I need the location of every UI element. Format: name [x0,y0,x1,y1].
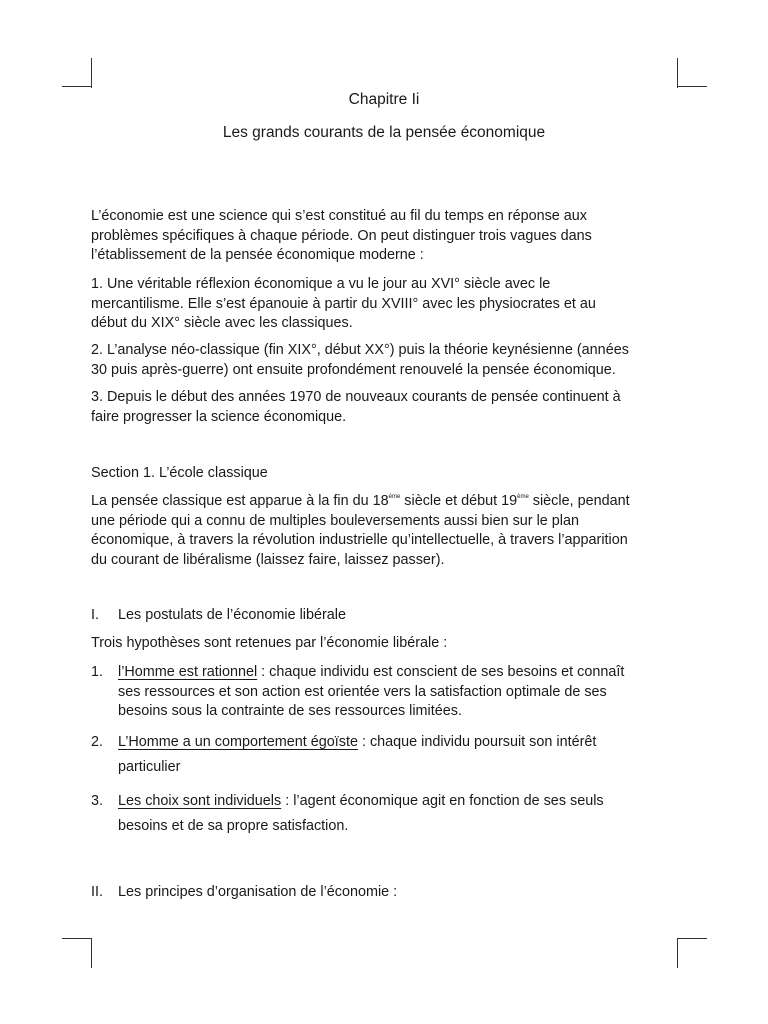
chapter-heading: Chapitre Ii [348,91,420,108]
crop-mark [62,938,92,939]
hypotheses-intro: Trois hypothèses sont retenues par l’économie libérale : [91,635,448,651]
point-1-paragraph: 1. Une véritable réflexion économique a vu le jour au XVI° siècle avec le mercantilisme. Elle s’est épanouie à partir du XVIII° avec les physiocrates et au début du XIX° siècle avec les classiques. [91,276,596,332]
point-2-paragraph: 2. L’analyse néo-classique (fin XIX°, début XX°) puis la théorie keynésienne (années 30 puis après-guerre) ont ensuite profondément renouvelé la pensée économique. [91,342,629,378]
crop-mark [677,938,678,968]
section-1-heading: Section 1. L’école classique [91,465,268,481]
crop-mark [91,58,92,88]
point-3-paragraph: 3. Depuis le début des années 1970 de nouveaux courants de pensée continuent à faire progresser la science économique. [91,389,621,425]
crop-mark [677,58,678,88]
crop-mark [91,938,92,968]
crop-mark [62,86,92,87]
classique-paragraph: La pensée classique est apparue à la fin du 18ème siècle et début 19ème siècle, pendant une période qui a connu de multiples bouleversements aussi bien sur le plan économique, à travers la révolution industrielle qu’intellectuelle, à travers l’apparition du courant de libéralisme (laissez faire, laissez passer). [91,493,630,568]
intro-paragraph: L’économie est une science qui s’est constitué au fil du temps en réponse aux problèmes spécifiques à chaque période. On peut distinguer trois vagues dans l’établissement de la pensée économique moderne : [91,208,592,264]
crop-mark [677,86,707,87]
chapter-title: Les grands courants de la pensée économique [222,124,546,141]
crop-mark [677,938,707,939]
